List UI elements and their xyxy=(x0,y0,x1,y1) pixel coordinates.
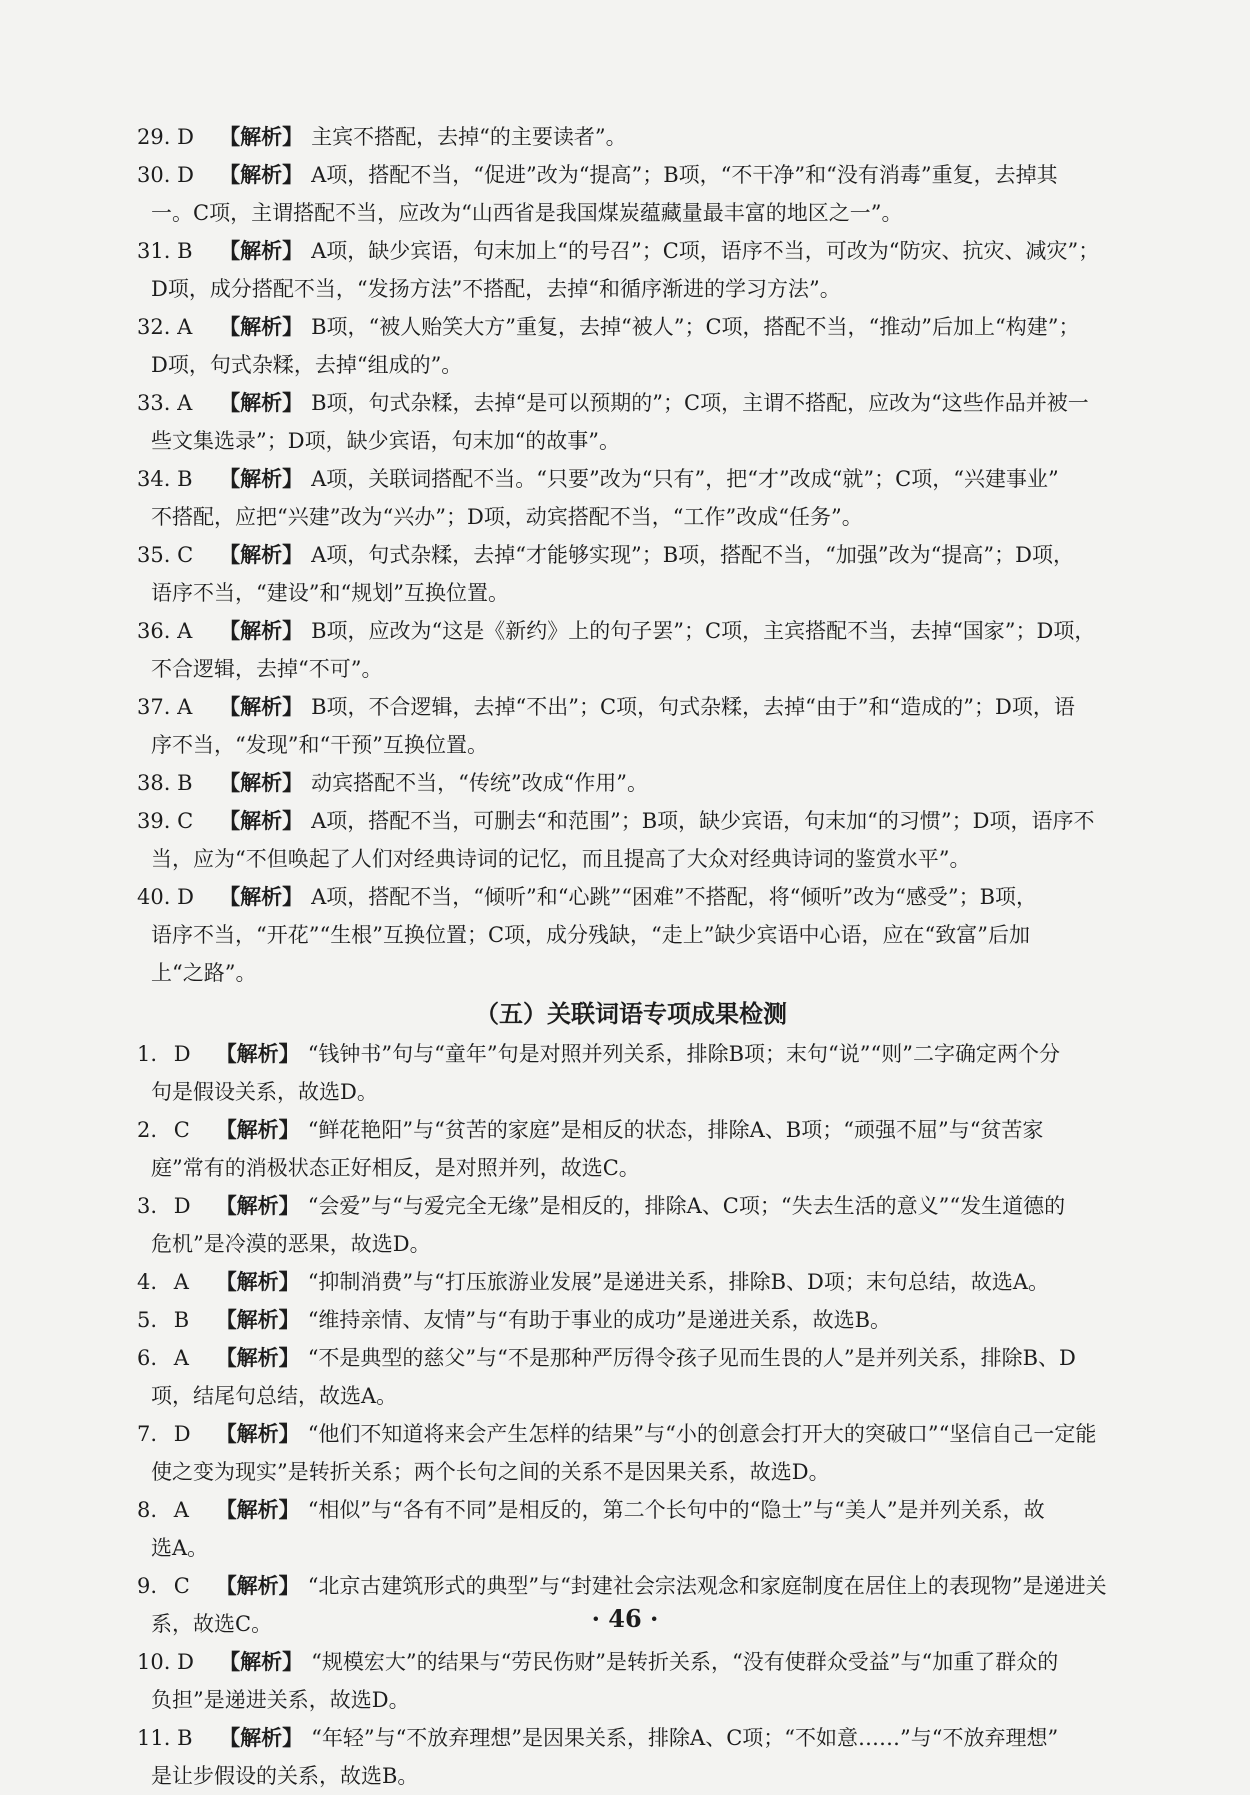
item-answer: A xyxy=(173,1346,189,1370)
analysis-tag: 【解析】 xyxy=(215,1573,300,1598)
analysis-tag: 【解析】 xyxy=(215,1345,300,1370)
section-2-answers xyxy=(137,1035,1125,1795)
item-number: 39. xyxy=(137,809,171,833)
item-number: 2. xyxy=(137,1118,158,1142)
item-text: B项，句式杂糅，去掉“是可以预期的”；C项，主谓不搭配，应改为“这些作品并被一 xyxy=(311,391,1089,415)
analysis-tag: 【解析】 xyxy=(215,1117,300,1142)
answer-item xyxy=(137,878,1125,992)
item-text-continued: D项，句式杂糅，去掉“组成的”。 xyxy=(151,353,463,377)
answer-item xyxy=(137,118,1125,156)
item-number: 9. xyxy=(137,1574,158,1598)
item-number: 40. xyxy=(137,885,171,909)
item-text-continued: 上“之路”。 xyxy=(151,961,257,985)
analysis-tag: 【解析】 xyxy=(215,1307,300,1332)
item-number: 6. xyxy=(137,1346,158,1370)
analysis-tag: 【解析】 xyxy=(219,124,304,149)
item-text-continued: 负担”是递进关系，故选D。 xyxy=(151,1688,410,1712)
answer-item xyxy=(137,232,1125,308)
answer-item xyxy=(137,1301,1125,1339)
item-answer: D xyxy=(177,1650,194,1674)
item-answer: C xyxy=(173,1118,190,1142)
item-text-continued: 不合逻辑，去掉“不可”。 xyxy=(151,657,383,681)
answer-item xyxy=(137,1339,1125,1415)
analysis-tag: 【解析】 xyxy=(219,770,304,795)
item-text-continued: 选A。 xyxy=(151,1536,209,1560)
analysis-tag: 【解析】 xyxy=(219,694,304,719)
item-text-continued: 当，应为“不但唤起了人们对经典诗词的记忆，而且提高了大众对经典诗词的鉴赏水平”。 xyxy=(151,847,971,871)
analysis-tag: 【解析】 xyxy=(215,1269,300,1294)
item-text: “钱钟书”句与“童年”句是对照并列关系，排除B项；末句“说”“则”二字确定两个分 xyxy=(307,1042,1061,1066)
item-text-continued: 是让步假设的关系，故选B。 xyxy=(151,1764,419,1788)
item-text-continued: 庭”常有的消极状态正好相反，是对照并列，故选C。 xyxy=(151,1156,640,1180)
item-text-continued: 语序不当，“建设”和“规划”互换位置。 xyxy=(151,581,509,605)
analysis-tag: 【解析】 xyxy=(219,1649,304,1674)
answer-content xyxy=(137,118,1125,1795)
analysis-tag: 【解析】 xyxy=(215,1041,300,1066)
answer-item xyxy=(137,764,1125,802)
item-number: 34. xyxy=(137,467,171,491)
answer-item xyxy=(137,1111,1125,1187)
item-number: 1. xyxy=(137,1042,158,1066)
item-number: 35. xyxy=(137,543,171,567)
answer-item xyxy=(137,1719,1125,1795)
item-answer: D xyxy=(177,885,194,909)
item-text: “鲜花艳阳”与“贫苦的家庭”是相反的状态，排除A、B项；“顽强不屈”与“贫苦家 xyxy=(307,1118,1044,1142)
section-title: （五）关联词语专项成果检测 xyxy=(475,999,787,1028)
item-text-continued: 危机”是冷漠的恶果，故选D。 xyxy=(151,1232,431,1256)
item-number: 10. xyxy=(137,1650,171,1674)
item-text-continued: 项，结尾句总结，故选A。 xyxy=(151,1384,398,1408)
item-answer: A xyxy=(177,619,193,643)
item-number: 33. xyxy=(137,391,171,415)
analysis-tag: 【解析】 xyxy=(219,390,304,415)
analysis-tag: 【解析】 xyxy=(215,1497,300,1522)
item-number: 30. xyxy=(137,163,171,187)
item-text-continued: 些文集选录”；D项，缺少宾语，句末加“的故事”。 xyxy=(151,429,621,453)
item-text: “会爱”与“与爱完全无缘”是相反的，排除A、C项；“失去生活的意义”“发生道德的 xyxy=(307,1194,1066,1218)
analysis-tag: 【解析】 xyxy=(215,1193,300,1218)
item-number: 3. xyxy=(137,1194,158,1218)
answer-item xyxy=(137,536,1125,612)
page-number: · 46 · xyxy=(591,1604,659,1633)
item-text-continued: 语序不当，“开花”“生根”互换位置；C项，成分残缺，“走上”缺少宾语中心语，应在“致富”后加 xyxy=(151,923,1030,947)
analysis-tag: 【解析】 xyxy=(219,314,304,339)
answer-item xyxy=(137,1415,1125,1491)
item-number: 31. xyxy=(137,239,171,263)
item-answer: B xyxy=(173,1308,190,1332)
item-answer: A xyxy=(173,1498,189,1522)
answer-item xyxy=(137,1491,1125,1567)
item-number: 32. xyxy=(137,315,171,339)
analysis-tag: 【解析】 xyxy=(215,1421,300,1446)
item-answer: A xyxy=(177,391,193,415)
answer-item xyxy=(137,156,1125,232)
answer-item xyxy=(137,1187,1125,1263)
analysis-tag: 【解析】 xyxy=(219,542,304,567)
item-text: “规模宏大”的结果与“劳民伤财”是转折关系，“没有使群众受益”与“加重了群众的 xyxy=(311,1650,1059,1674)
analysis-tag: 【解析】 xyxy=(219,466,304,491)
section-1-answers xyxy=(137,118,1125,992)
analysis-tag: 【解析】 xyxy=(219,1725,304,1750)
item-text: 主宾不搭配，去掉“的主要读者”。 xyxy=(311,125,627,149)
item-text: “北京古建筑形式的典型”与“封建社会宗法观念和家庭制度在居住上的表现物”是递进关 xyxy=(307,1574,1107,1598)
answer-item xyxy=(137,308,1125,384)
item-answer: D xyxy=(177,125,194,149)
item-number: 5. xyxy=(137,1308,158,1332)
item-text: “年轻”与“不放弃理想”是因果关系，排除A、C项；“不如意……”与“不放弃理想” xyxy=(311,1726,1059,1750)
analysis-tag: 【解析】 xyxy=(219,618,304,643)
analysis-tag: 【解析】 xyxy=(219,162,304,187)
answer-item xyxy=(137,612,1125,688)
item-answer: D xyxy=(173,1422,191,1446)
item-text: “抑制消费”与“打压旅游业发展”是递进关系，排除B、D项；末句总结，故选A。 xyxy=(307,1270,1050,1294)
item-answer: B xyxy=(177,467,193,491)
item-number: 38. xyxy=(137,771,171,795)
answer-item xyxy=(137,802,1125,878)
item-text: “维持亲情、友情”与“有助于事业的成功”是递进关系，故选B。 xyxy=(307,1308,892,1332)
item-text: “相似”与“各有不同”是相反的，第二个长句中的“隐士”与“美人”是并列关系，故 xyxy=(307,1498,1045,1522)
item-text: “他们不知道将来会产生怎样的结果”与“小的创意会打开大的突破口”“坚信自己一定能 xyxy=(307,1422,1097,1446)
answer-item xyxy=(137,1263,1125,1301)
item-text: A项，句式杂糅，去掉“才能够实现”；B项，搭配不当，“加强”改为“提高”；D项， xyxy=(311,543,1074,567)
analysis-tag: 【解析】 xyxy=(219,808,304,833)
item-answer: A xyxy=(177,315,193,339)
analysis-tag: 【解析】 xyxy=(219,884,304,909)
item-number: 36. xyxy=(137,619,171,643)
item-number: 29. xyxy=(137,125,171,149)
item-text-continued: 序不当，“发现”和“干预”互换位置。 xyxy=(151,733,488,757)
answer-item xyxy=(137,1035,1125,1111)
item-number: 7. xyxy=(137,1422,158,1446)
item-answer: B xyxy=(177,1726,193,1750)
item-text-continued: 一。C项，主谓搭配不当，应改为“山西省是我国煤炭蕴藏量最丰富的地区之一”。 xyxy=(151,201,903,225)
item-answer: C xyxy=(177,809,194,833)
item-text-continued: 使之变为现实”是转折关系；两个长句之间的关系不是因果关系，故选D。 xyxy=(151,1460,830,1484)
item-answer: C xyxy=(177,543,194,567)
item-text: A项，搭配不当，“促进”改为“提高”；B项，“不干净”和“没有消毒”重复，去掉其 xyxy=(311,163,1058,187)
answer-item xyxy=(137,460,1125,536)
item-number: 8. xyxy=(137,1498,158,1522)
answer-item xyxy=(137,688,1125,764)
item-answer: D xyxy=(177,163,194,187)
item-text: 动宾搭配不当，“传统”改成“作用”。 xyxy=(311,771,649,795)
item-number: 11. xyxy=(137,1726,171,1750)
item-text: A项，搭配不当，“倾听”和“心跳”“困难”不搭配，将“倾听”改为“感受”；B项， xyxy=(311,885,1038,909)
item-text-continued: 系，故选C。 xyxy=(151,1612,273,1636)
item-text-continued: 不搭配，应把“兴建”改为“兴办”；D项，动宾搭配不当，“工作”改成“任务”。 xyxy=(151,505,863,529)
item-text: B项，不合逻辑，去掉“不出”；C项，句式杂糅，去掉“由于”和“造成的”；D项，语 xyxy=(311,695,1075,719)
item-number: 37. xyxy=(137,695,171,719)
item-answer: B xyxy=(177,771,193,795)
item-answer: A xyxy=(177,695,193,719)
item-answer: D xyxy=(173,1042,191,1066)
item-text-continued: D项，成分搭配不当，“发扬方法”不搭配，去掉“和循序渐进的学习方法”。 xyxy=(151,277,841,301)
item-answer: D xyxy=(173,1194,191,1218)
analysis-tag: 【解析】 xyxy=(219,238,304,263)
item-text: B项，“被人贻笑大方”重复，去掉“被人”；C项，搭配不当，“推动”后加上“构建”； xyxy=(311,315,1080,339)
item-answer: C xyxy=(173,1574,190,1598)
item-text: A项，关联词搭配不当。“只要”改为“只有”，把“才”改成“就”；C项，“兴建事业” xyxy=(311,467,1059,491)
item-text: B项，应改为“这是《新约》上的句子罢”；C项，主宾搭配不当，去掉“国家”；D项， xyxy=(311,619,1096,643)
item-text: A项，缺少宾语，句末加上“的号召”；C项，语序不当，可改为“防灾、抗灾、减灾”； xyxy=(311,239,1100,263)
item-answer: A xyxy=(173,1270,189,1294)
item-text: A项，搭配不当，可删去“和范围”；B项，缺少宾语，句末加“的习惯”；D项，语序不 xyxy=(311,809,1095,833)
item-text-continued: 句是假设关系，故选D。 xyxy=(151,1080,378,1104)
answer-item xyxy=(137,1643,1125,1719)
item-text: “不是典型的慈父”与“不是那种严厉得令孩子见而生畏的人”是并列关系，排除B、D xyxy=(307,1346,1076,1370)
item-answer: B xyxy=(177,239,193,263)
item-number: 4. xyxy=(137,1270,158,1294)
answer-item xyxy=(137,384,1125,460)
